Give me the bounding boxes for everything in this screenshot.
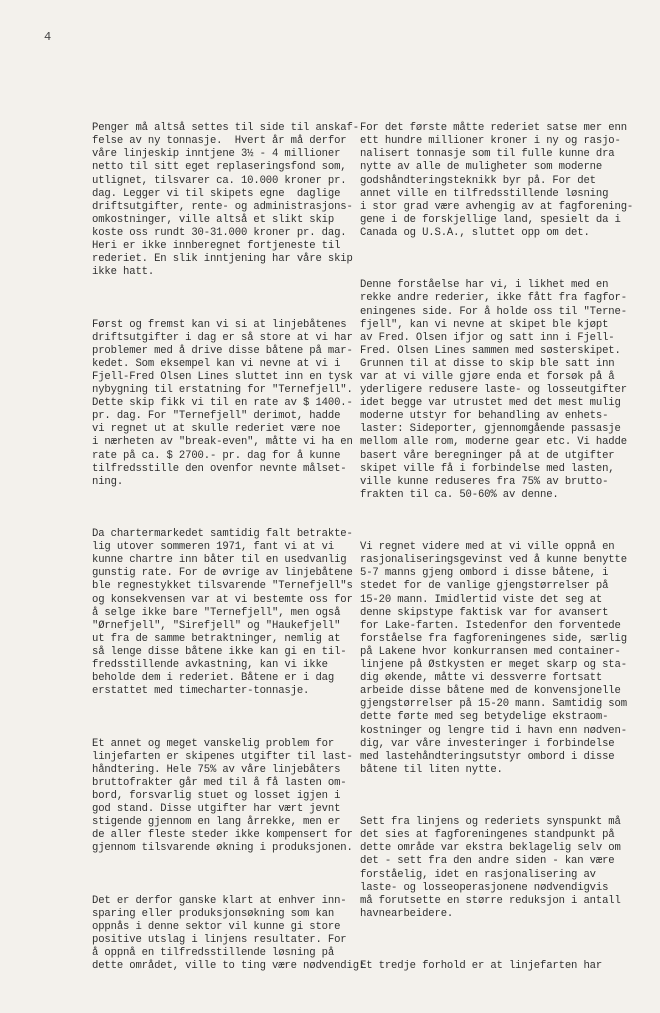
paragraph-third-factor: Et tredje forhold er at linjefarten har	[360, 960, 603, 973]
paragraph-charter-market: Da chartermarkedet samtidig falt betrakte- lig utover sommeren 1971, fant vi at vi kunne chartre inn båter til en usedvanlig gunstig rate. For de øvrige av linjebåtene ble regnestykket tilsvarende "Ternefjell"s og konsekvensen var at vi bestemte oss for å selge ikke bare "Ternefjell", men også "Ørnefjell", "Sirefjell" og "Haukefjell" ut fra de samme betraktninger, nemlig at så lenge disse båtene ikke kan gi en til- fredsstillende avkastning, kan vi ikke beholde dem i rederiet. Båtene er i dag erstattet med timecharter-tonnasje.	[92, 528, 353, 698]
paragraph-cargo-handling: Et annet og meget vanskelig problem for linjefarten er skipenes utgifter til last- håndtering. Hele 75% av våre linjebåters bruttofrakter går med til å få lasten om- bord, forsvarlig stuet og losset igjen i god stand. Disse utgifter har vært jevnt stigende gjennom en lang årrekke, men er de aller fleste steder ikke kompensert for gjennom tilsvarende økning i produksjonen.	[92, 737, 353, 855]
paragraph-first-requirement: For det første måtte rederiet satse mer enn ett hundre millioner kroner i ny og rasjo- nalisert tonnasje som til fulle kunne dra nytte av alle de muligheter som moderne godshåndteringsteknikk byr på. For det annet ville en tilfredsstillende løsning i stor grad være avhengig av at fagforening- gene i de forskjellige land, spesielt da i Canada og U.S.A., sluttet opp om det.	[360, 122, 634, 239]
paragraph-productivity: Det er derfor ganske klart at enhver inn- sparing eller produksjonsøkning som kan oppnås i denne sektor vil kunne gi store positive utslag i linjens resultater. For å oppnå en tilfredsstillende løsning på dette området, ville to ting være nødvendig:	[92, 894, 366, 973]
paragraph-rationalisation: Vi regnet videre med at vi ville oppnå en rasjonaliseringsgevinst ved å kunne benytte 5-7 manns gjeng ombord i disse båtene, i stedet for de vanlige gjengstørrelser på 15-20 mann. Imidlertid viste det seg at denne skipstype faktisk var for avansert for Lake-farten. Istedenfor den forventede forståelse fra fagforeningenes side, særlig på Lakene hvor konkurransen med container- linjene på Østkysten er meget skarp og sta- dig økende, måtte vi dessverre fortsatt arbeide disse båtene med de konvensjonelle gjengstørrelser på 15-20 mann. Samtidig som dette førte med seg betydelige ekstraom- kostninger og lengre tid i havn enn nødven- dig, var våre investeringer i forbindelse med lastehåndteringsutstyr ombord i disse båtene til liten nytte.	[360, 541, 627, 776]
left-column	[92, 96, 366, 1013]
page-number: 4	[44, 30, 52, 44]
paragraph-replacement-fund: Penger må altså settes til side til anskaf- felse av ny tonnasje. Hvert år må derfor våre linjeskip inntjene 3½ - 4 millioner netto til sitt eget replaseringsfond som, utlignet, tilsvarer ca. 10.000 kroner pr. dag. Legger vi til skipets egne daglige driftsutgifter, rente- og administrasjons- omkostninger, ville altså et slikt skip koste oss rundt 30-31.000 kroner pr. dag. Heri er ikke innberegnet fortjeneste til rederiet. En slik inntjening har våre skip ikke hatt.	[92, 122, 359, 279]
right-column	[360, 96, 634, 1013]
paragraph-unions-ternefjell: Denne forståelse har vi, i likhet med en rekke andre rederier, ikke fått fra fagfor- eningenes side. For å holde oss til "Terne- fjell", kan vi nevne at skipet ble kjøpt av Fred. Olsen ifjor og satt inn i Fjell- Fred. Olsen Lines sammen med søsterskipet. Grunnen til at disse to skip ble satt inn var at vi ville gjøre enda et forsøk på å yderligere redusere laste- og losseutgifter idet begge var utrustet med det mest mulig moderne utstyr for behandling av enhets- laster: Sideporter, gjennomgående passasje mellom alle rom, moderne gear etc. Vi hadde basert våre beregninger på at de utgifter skipet ville få i forbindelse med lasten, ville kunne reduseres fra 75% av brutto- frakten til ca. 50-60% av denne.	[360, 279, 627, 501]
paragraph-operating-costs: Først og fremst kan vi si at linjebåtenes driftsutgifter i dag er så store at vi har problemer med å drive disse båtene på mar- kedet. Som eksempel kan vi nevne at vi i Fjell-Fred Olsen Lines sluttet inn en tysk nybygning til erstatning for "Ternefjell". Dette skip fikk vi til en rate av $ 1400.- pr. dag. For "Ternefjell" derimot, hadde vi regnet ut at skulle rederiet være noe i nærheten av "break-even", måtte vi ha en rate på ca. $ 2700.- pr. dag for å kunne tilfredsstille den ovenfor nevnte målset- ning.	[92, 318, 353, 488]
paragraph-union-standpoint: Sett fra linjens og rederiets synspunkt må det sies at fagforeningenes standpunkt på dette område var ekstra beklagelig selv om det - sett fra den andre siden - kan være forståelig, idet en rasjonalisering av laste- og losseoperasjonene nødvendigvis må forutsette en større reduksjon i antall havnearbeidere.	[360, 816, 621, 920]
